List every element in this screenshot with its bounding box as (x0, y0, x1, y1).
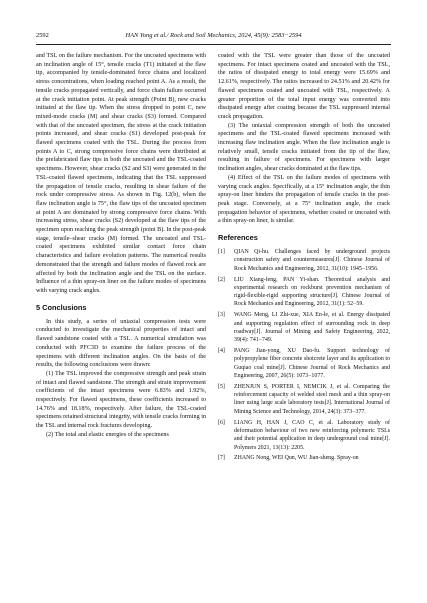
reference-text: LIU Xiang-feng, PAN Yi-shan. Theoretical analysis and experimental research on rockburst prevention mechanism of rigid-flexible-rigid supporting structure[J]. Chinese Journal of Rock Mechanics and Engineering, 2012, 31(1): 52−59. (234, 276, 390, 308)
body-paragraph: (3) The uniaxial compression strength of both the uncoated specimens and the TSL-coated flawed specimens increased with increasing flaw inclination angle. When the flaw inclination angle is relatively small, tensile cracks initiated from the tip of the flaw, resulting in failure of specimens. For specimens with larger inclination angles, shear cracks dominated at the flaw tips. (218, 122, 390, 173)
running-header (36, 30, 391, 44)
reference-number: [5] (218, 383, 225, 390)
reference-text: ZHANG Nong, WEI Qun, WU Jian-sheng. Spray-on (234, 455, 359, 462)
reference-item (218, 248, 390, 273)
header-rule (36, 44, 391, 45)
reference-text: ZHENJUN S, PORTER I, NEMCIK J, et al. Comparing the reinforcement capacity of welded steel mesh and a thin spray-on liner using large scale laboratory tests[J]. International Journal of Mining Science and Technology, 2014, 24(3): 373−377. (234, 383, 390, 415)
body-paragraph: (2) The total and elastic energies of the specimens (46, 431, 169, 438)
body-paragraph: (4) Effect of the TSL on the failure modes of specimens with varying crack angles. Specifically, at a 15° inclination angle, the thin spray-on liner hinders the propagation of tensile cracks in the post-peak stage. Conversely, at a 75° inclination angle, the crack propagation behavior of specimens, whether coated or uncoated with a thin spray-on liner, is similar. (218, 174, 390, 225)
reference-number: [2] (218, 276, 225, 283)
reference-number: [4] (218, 348, 225, 355)
reference-item (218, 383, 390, 416)
references-heading: References (218, 233, 258, 243)
reference-item (218, 276, 390, 309)
reference-text: WANG Meng, LI Zhi-xue, XIA En-le, et al. Energy dissipated and supporting regulation effect of surrounding rock in deep roadway[J]. Journal of Mining and Safety Engineering, 2022, 39(4): 741−749. (234, 312, 390, 344)
reference-item (218, 311, 390, 344)
reference-number: [7] (218, 455, 225, 462)
right-column (218, 52, 390, 465)
reference-text: LIANG H, HAN J, CAO C, et al. Laboratory study of deformation behaviour of two new reinforcing polymeric TSLs and their potential application in deep underground coal mine[J]. Polymers 2021, 13(13): 2205. (234, 419, 390, 451)
reference-item (218, 454, 390, 462)
reference-number: [6] (218, 419, 225, 426)
page-number: 2592 (36, 32, 49, 39)
reference-text: QIAN Qi-hu. Challenges faced by underground projects construction safety and countermeasures[J]. Chinese Journal of Rock Mechanics and Engineering, 2012, 31(10): 1945−1956. (234, 249, 390, 272)
body-paragraph: and TSL on the failure mechanism. For the uncoated specimens with an inclination angle of 15°, tensile cracks (T1) initiated at the flaw tip, accompanied by tensile-dominated force chains and localized stress concentrations, when loading reached point A. As a result, the tensile cracks propagated vertically, and force chain failure occurred at the crack initiation point. At peak strength (Point B), new cracks initiated at the flaw tip. When the stress dropped to point C, new mixed-mode cracks (M) and shear cracks (S3) formed. Compared with that of the uncoated specimen, the stress at the crack initiation points increased, and shear cracks (S1) developed post-peak for flawed specimens coated with the TSL. During the process from points A to C, strong compressive force chains were distributed at the prefabricated flaw tips in both the uncoated and the TSL-coated specimens. However, shear cracks (S2 and S3) were generated in the TSL-coated flawed specimens, indicating that the TSL suppressed the propagation of tensile cracks, resulting in shear failure of the rock under compressive stress. As shown in Fig. 12(b), when the flaw inclination angle is 75°, the flaw tips of the uncoated specimen at point A are dominated by strong compressive force chains. With increasing stress, shear cracks (S2) developed at the flaw tips of the specimen upon reaching the peak strength (point B). In the post-peak stage, tensile–shear cracks (M) formed. The uncoated and TSL-coated specimens exhibited similar contact force chain characteristics and failure evolution patterns. The numerical results demonstrated that the strength and failure modes of flawed rock are affected by both the inclination angle and the TSL on the surface. Influence of a thin spray-on liner on the failure modes of specimens with varying crack angles. (36, 53, 206, 294)
body-paragraph: coated with the TSL were greater than those of the uncoated specimens. For intact specimens coated and uncoated with the TSL, the ratios of dissipated energy to total energy were 15.69% and 12.61%, respectively. The ratios increased to 24.51% and 20.42% for flawed specimens coated and uncoated with TSL, respectively. A greater proportion of the total input energy was converted into dissipated energy after coating because the TSL suppressed internal crack propagation. (218, 53, 390, 120)
body-paragraph: (1) The TSL improved the compressive strength and peak strain of intact and flawed sandstone. The strength and strain improvement coefficients of the intact specimens were 6.83% and 1.92%, respectively. For flawed specimens, these coefficients increased to 14.76% and 18.18%, respectively. After failure, the TSL-coated specimens retained structural integrity, with tensile cracks forming in the TSL and internal rock fractures developing. (36, 370, 206, 430)
running-title: HAN Yong et al./ Rock and Soil Mechanics, 2024, 45(9): 2583−2594 (125, 32, 302, 39)
reference-text: PANG Jian-yong, XU Dao-fu. Support technology of polypropylene fiber concrete shotcrete layer and its application to Guqiao coal mine[J]. Chinese Journal of Rock Mechanics and Engineering, 2007, 26(5): 1073−1077. (234, 348, 390, 379)
body-paragraph: In this study, a series of uniaxial compression tests were conducted to investigate the mechanical properties of intact and flawed sandstone coated with a TSL. A numerical simulation was conducted with PFC3D to examine the failure process of the specimens with different inclination angles. On the basis of the results, the following conclusions were drawn: (36, 318, 206, 369)
left-column (36, 52, 206, 440)
reference-number: [1] (218, 249, 225, 256)
reference-number: [3] (218, 312, 225, 319)
reference-item (218, 419, 390, 452)
section-heading-conclusions: 5 Conclusions (36, 302, 87, 312)
reference-item (218, 347, 390, 380)
